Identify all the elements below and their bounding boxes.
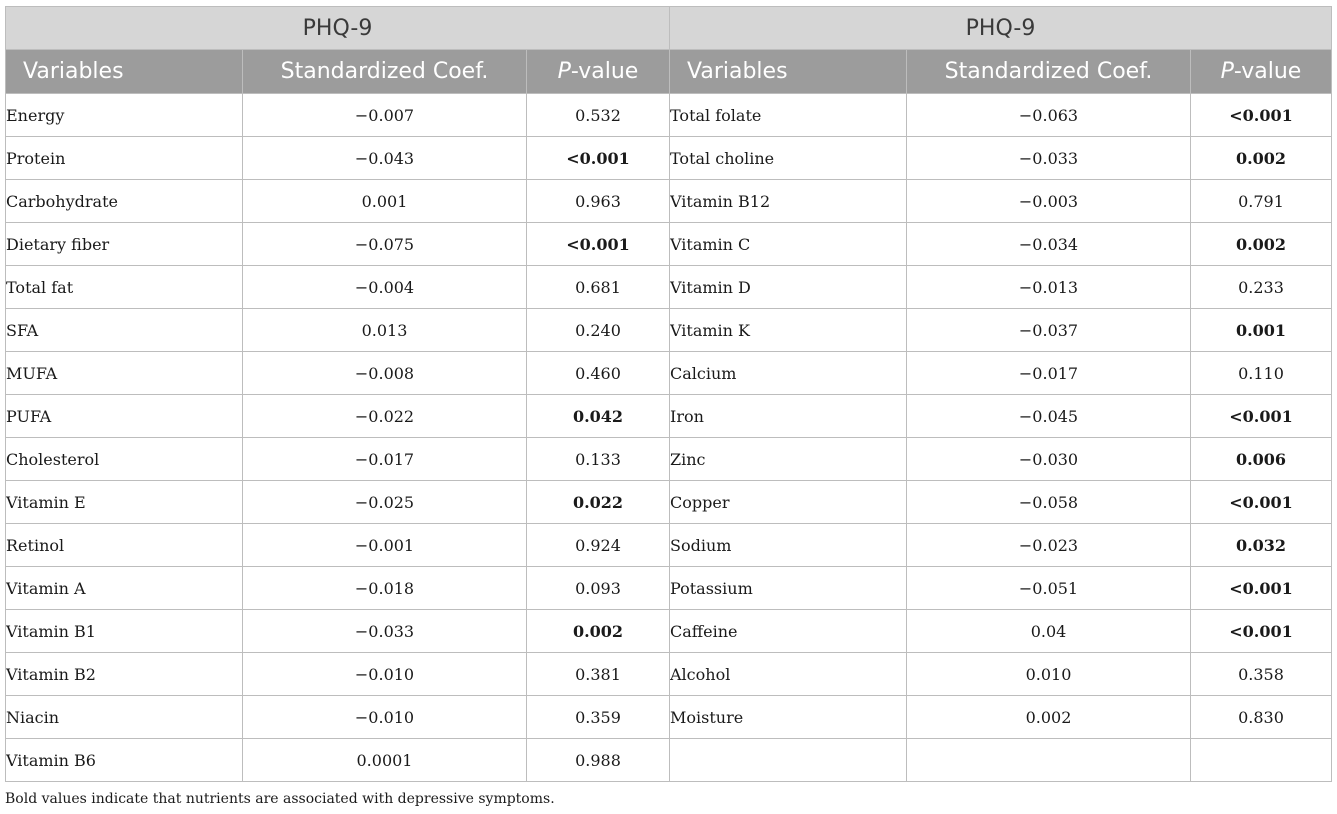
coef-cell [907, 739, 1191, 782]
variable-cell: Energy [6, 94, 243, 137]
pvalue-cell: <0.001 [1191, 481, 1332, 524]
pvalue-cell: <0.001 [1191, 610, 1332, 653]
column-header-variables-right: Variables [670, 50, 907, 94]
variable-cell: Cholesterol [6, 438, 243, 481]
results-table [5, 6, 1332, 782]
table-row [6, 610, 1332, 653]
variable-cell: PUFA [6, 395, 243, 438]
column-header-pvalue-left [527, 50, 670, 94]
variable-cell: Dietary fiber [6, 223, 243, 266]
variable-cell: SFA [6, 309, 243, 352]
pvalue-cell: <0.001 [527, 223, 670, 266]
coef-cell: −0.033 [907, 137, 1191, 180]
table-row [6, 524, 1332, 567]
table-row [6, 653, 1332, 696]
pvalue-cell: 0.830 [1191, 696, 1332, 739]
coef-cell: −0.003 [907, 180, 1191, 223]
variable-cell: Vitamin C [670, 223, 907, 266]
table-body [6, 94, 1332, 782]
coef-cell: −0.037 [907, 309, 1191, 352]
table-row [6, 137, 1332, 180]
pvalue-cell: 0.233 [1191, 266, 1332, 309]
variable-cell: Vitamin E [6, 481, 243, 524]
pvalue-italic-p: P [557, 59, 571, 84]
variable-cell: Vitamin K [670, 309, 907, 352]
pvalue-cell: <0.001 [1191, 567, 1332, 610]
coef-cell: 0.002 [907, 696, 1191, 739]
variable-cell: Potassium [670, 567, 907, 610]
pvalue-cell: 0.093 [527, 567, 670, 610]
coef-cell: −0.030 [907, 438, 1191, 481]
variable-cell: Vitamin A [6, 567, 243, 610]
coef-cell: 0.04 [907, 610, 1191, 653]
coef-cell: −0.007 [243, 94, 527, 137]
pvalue-italic-p: P [1220, 59, 1234, 84]
pvalue-cell: 0.002 [1191, 137, 1332, 180]
coef-cell: −0.013 [907, 266, 1191, 309]
pvalue-cell: 0.002 [527, 610, 670, 653]
pvalue-cell: <0.001 [527, 137, 670, 180]
column-header-coef-right: Standardized Coef. [907, 50, 1191, 94]
coef-cell: −0.051 [907, 567, 1191, 610]
group-header-right: PHQ-9 [670, 7, 1332, 50]
variable-cell: Vitamin B2 [6, 653, 243, 696]
table-footnote: Bold values indicate that nutrients are associated with depressive symptoms. [5, 791, 555, 807]
coef-cell: −0.004 [243, 266, 527, 309]
variable-cell: Protein [6, 137, 243, 180]
pvalue-cell: 0.133 [527, 438, 670, 481]
variable-cell: Moisture [670, 696, 907, 739]
coef-cell: −0.033 [243, 610, 527, 653]
coef-cell: 0.010 [907, 653, 1191, 696]
coef-cell: −0.001 [243, 524, 527, 567]
coef-cell: −0.008 [243, 352, 527, 395]
table-row [6, 352, 1332, 395]
pvalue-cell: 0.988 [527, 739, 670, 782]
table-row [6, 481, 1332, 524]
pvalue-cell: 0.924 [527, 524, 670, 567]
variable-cell: Sodium [670, 524, 907, 567]
pvalue-cell: 0.240 [527, 309, 670, 352]
variable-cell: Vitamin D [670, 266, 907, 309]
coef-cell: −0.017 [907, 352, 1191, 395]
table-row [6, 696, 1332, 739]
pvalue-cell: 0.002 [1191, 223, 1332, 266]
variable-cell: MUFA [6, 352, 243, 395]
coef-cell: −0.010 [243, 653, 527, 696]
table-row [6, 567, 1332, 610]
coef-cell: 0.013 [243, 309, 527, 352]
pvalue-cell: 0.359 [527, 696, 670, 739]
pvalue-cell: 0.001 [1191, 309, 1332, 352]
pvalue-cell: <0.001 [1191, 94, 1332, 137]
group-header-row [6, 7, 1332, 50]
coef-cell: −0.025 [243, 481, 527, 524]
table-row [6, 94, 1332, 137]
coef-cell: −0.045 [907, 395, 1191, 438]
coef-cell: 0.001 [243, 180, 527, 223]
pvalue-suffix: -value [1233, 59, 1302, 84]
variable-cell: Total fat [6, 266, 243, 309]
pvalue-cell: 0.963 [527, 180, 670, 223]
table-row [6, 266, 1332, 309]
coef-cell: 0.0001 [243, 739, 527, 782]
pvalue-cell: <0.001 [1191, 395, 1332, 438]
pvalue-cell: 0.358 [1191, 653, 1332, 696]
pvalue-cell: 0.460 [527, 352, 670, 395]
table-row [6, 438, 1332, 481]
coef-cell: −0.075 [243, 223, 527, 266]
table-row [6, 309, 1332, 352]
column-header-row [6, 50, 1332, 94]
pvalue-cell: 0.681 [527, 266, 670, 309]
variable-cell: Vitamin B6 [6, 739, 243, 782]
column-header-pvalue-right [1191, 50, 1332, 94]
coef-cell: −0.058 [907, 481, 1191, 524]
table-row [6, 739, 1332, 782]
variable-cell: Vitamin B12 [670, 180, 907, 223]
variable-cell: Alcohol [670, 653, 907, 696]
variable-cell: Carbohydrate [6, 180, 243, 223]
variable-cell [670, 739, 907, 782]
column-header-coef-left: Standardized Coef. [243, 50, 527, 94]
table-row [6, 395, 1332, 438]
variable-cell: Caffeine [670, 610, 907, 653]
variable-cell: Niacin [6, 696, 243, 739]
pvalue-cell: 0.381 [527, 653, 670, 696]
variable-cell: Calcium [670, 352, 907, 395]
variable-cell: Copper [670, 481, 907, 524]
coef-cell: −0.017 [243, 438, 527, 481]
coef-cell: −0.010 [243, 696, 527, 739]
coef-cell: −0.023 [907, 524, 1191, 567]
variable-cell: Total choline [670, 137, 907, 180]
coef-cell: −0.034 [907, 223, 1191, 266]
variable-cell: Total folate [670, 94, 907, 137]
group-header-left: PHQ-9 [6, 7, 670, 50]
variable-cell: Retinol [6, 524, 243, 567]
table-row [6, 223, 1332, 266]
pvalue-cell [1191, 739, 1332, 782]
variable-cell: Zinc [670, 438, 907, 481]
variable-cell: Iron [670, 395, 907, 438]
pvalue-cell: 0.532 [527, 94, 670, 137]
coef-cell: −0.043 [243, 137, 527, 180]
variable-cell: Vitamin B1 [6, 610, 243, 653]
pvalue-cell: 0.032 [1191, 524, 1332, 567]
column-header-variables-left: Variables [6, 50, 243, 94]
coef-cell: −0.018 [243, 567, 527, 610]
coef-cell: −0.063 [907, 94, 1191, 137]
pvalue-cell: 0.022 [527, 481, 670, 524]
pvalue-cell: 0.791 [1191, 180, 1332, 223]
pvalue-cell: 0.110 [1191, 352, 1332, 395]
pvalue-suffix: -value [570, 59, 639, 84]
coef-cell: −0.022 [243, 395, 527, 438]
pvalue-cell: 0.006 [1191, 438, 1332, 481]
pvalue-cell: 0.042 [527, 395, 670, 438]
table-row [6, 180, 1332, 223]
